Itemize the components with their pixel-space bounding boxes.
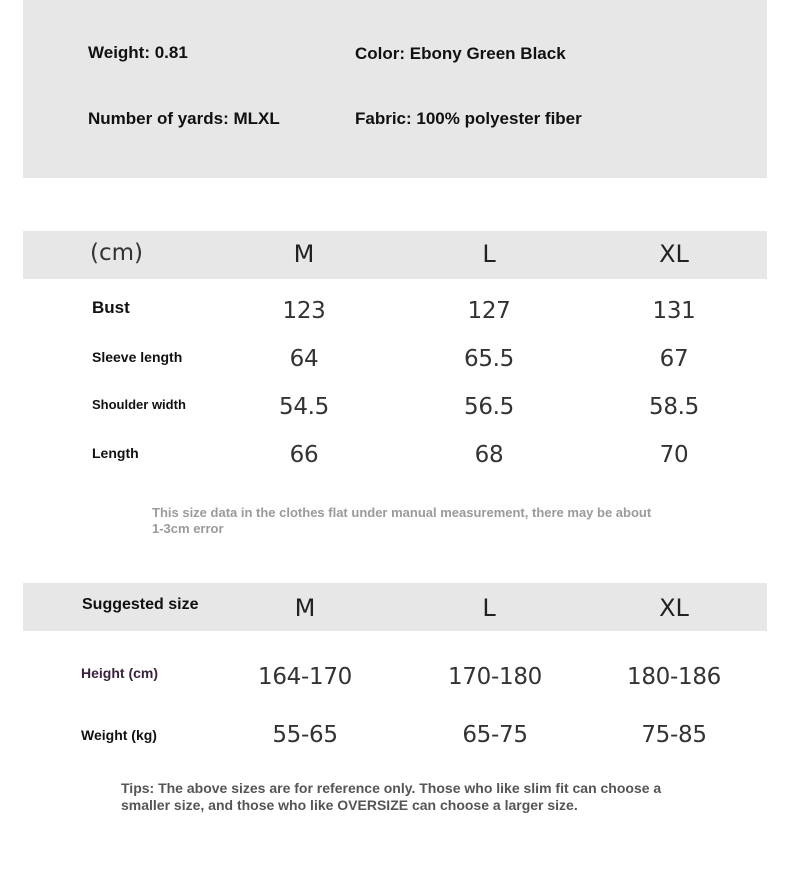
color-info: Color: Ebony Green Black	[355, 44, 566, 63]
fabric-info: Fabric: 100% polyester fiber	[355, 109, 582, 128]
weight-xl: 75-85	[641, 722, 707, 748]
suggested-header-l: L	[482, 594, 496, 622]
size-header-xl: XL	[659, 240, 689, 268]
sizing-tips: Tips: The above sizes are for reference only. Those who like slim fit can choose a smaller size, and those who like OVERSIZE can choose a larger size.	[121, 780, 662, 813]
weight-l: 65-75	[462, 722, 528, 748]
length-m: 66	[289, 442, 319, 468]
measurement-note: This size data in the clothes flat under manual measurement, there may be about 1-3cm error	[152, 505, 652, 536]
bust-xl: 131	[652, 298, 696, 324]
size-header-m: M	[293, 240, 315, 268]
weight-info: Weight: 0.81	[88, 43, 188, 62]
sleeve-length-m: 64	[289, 346, 319, 372]
height-m: 164-170	[258, 664, 352, 690]
unit-label: (cm)	[90, 240, 143, 266]
bust-l: 127	[467, 298, 511, 324]
length-l: 68	[474, 442, 504, 468]
bust-m: 123	[282, 298, 326, 324]
height-xl: 180-186	[627, 664, 721, 690]
suggested-header-xl: XL	[659, 594, 689, 622]
sleeve-length-l: 65.5	[463, 346, 515, 372]
product-info-panel	[23, 0, 767, 178]
suggested-size-title: Suggested size	[82, 596, 199, 613]
size-header-l: L	[482, 240, 496, 268]
row-label-shoulder-width: Shoulder width	[92, 397, 186, 412]
suggested-header-m: M	[294, 594, 316, 622]
shoulder-width-xl: 58.5	[648, 394, 700, 420]
shoulder-width-l: 56.5	[463, 394, 515, 420]
length-xl: 70	[659, 442, 689, 468]
height-l: 170-180	[448, 664, 542, 690]
row-label-weight: Weight (kg)	[81, 727, 157, 743]
row-label-height: Height (cm)	[81, 665, 158, 681]
weight-m: 55-65	[272, 722, 338, 748]
sleeve-length-xl: 67	[659, 346, 689, 372]
row-label-length: Length	[92, 445, 139, 461]
row-label-bust: Bust	[92, 298, 130, 317]
yards-info: Number of yards: MLXL	[88, 109, 280, 128]
shoulder-width-m: 54.5	[278, 394, 330, 420]
row-label-sleeve-length: Sleeve length	[92, 349, 183, 365]
